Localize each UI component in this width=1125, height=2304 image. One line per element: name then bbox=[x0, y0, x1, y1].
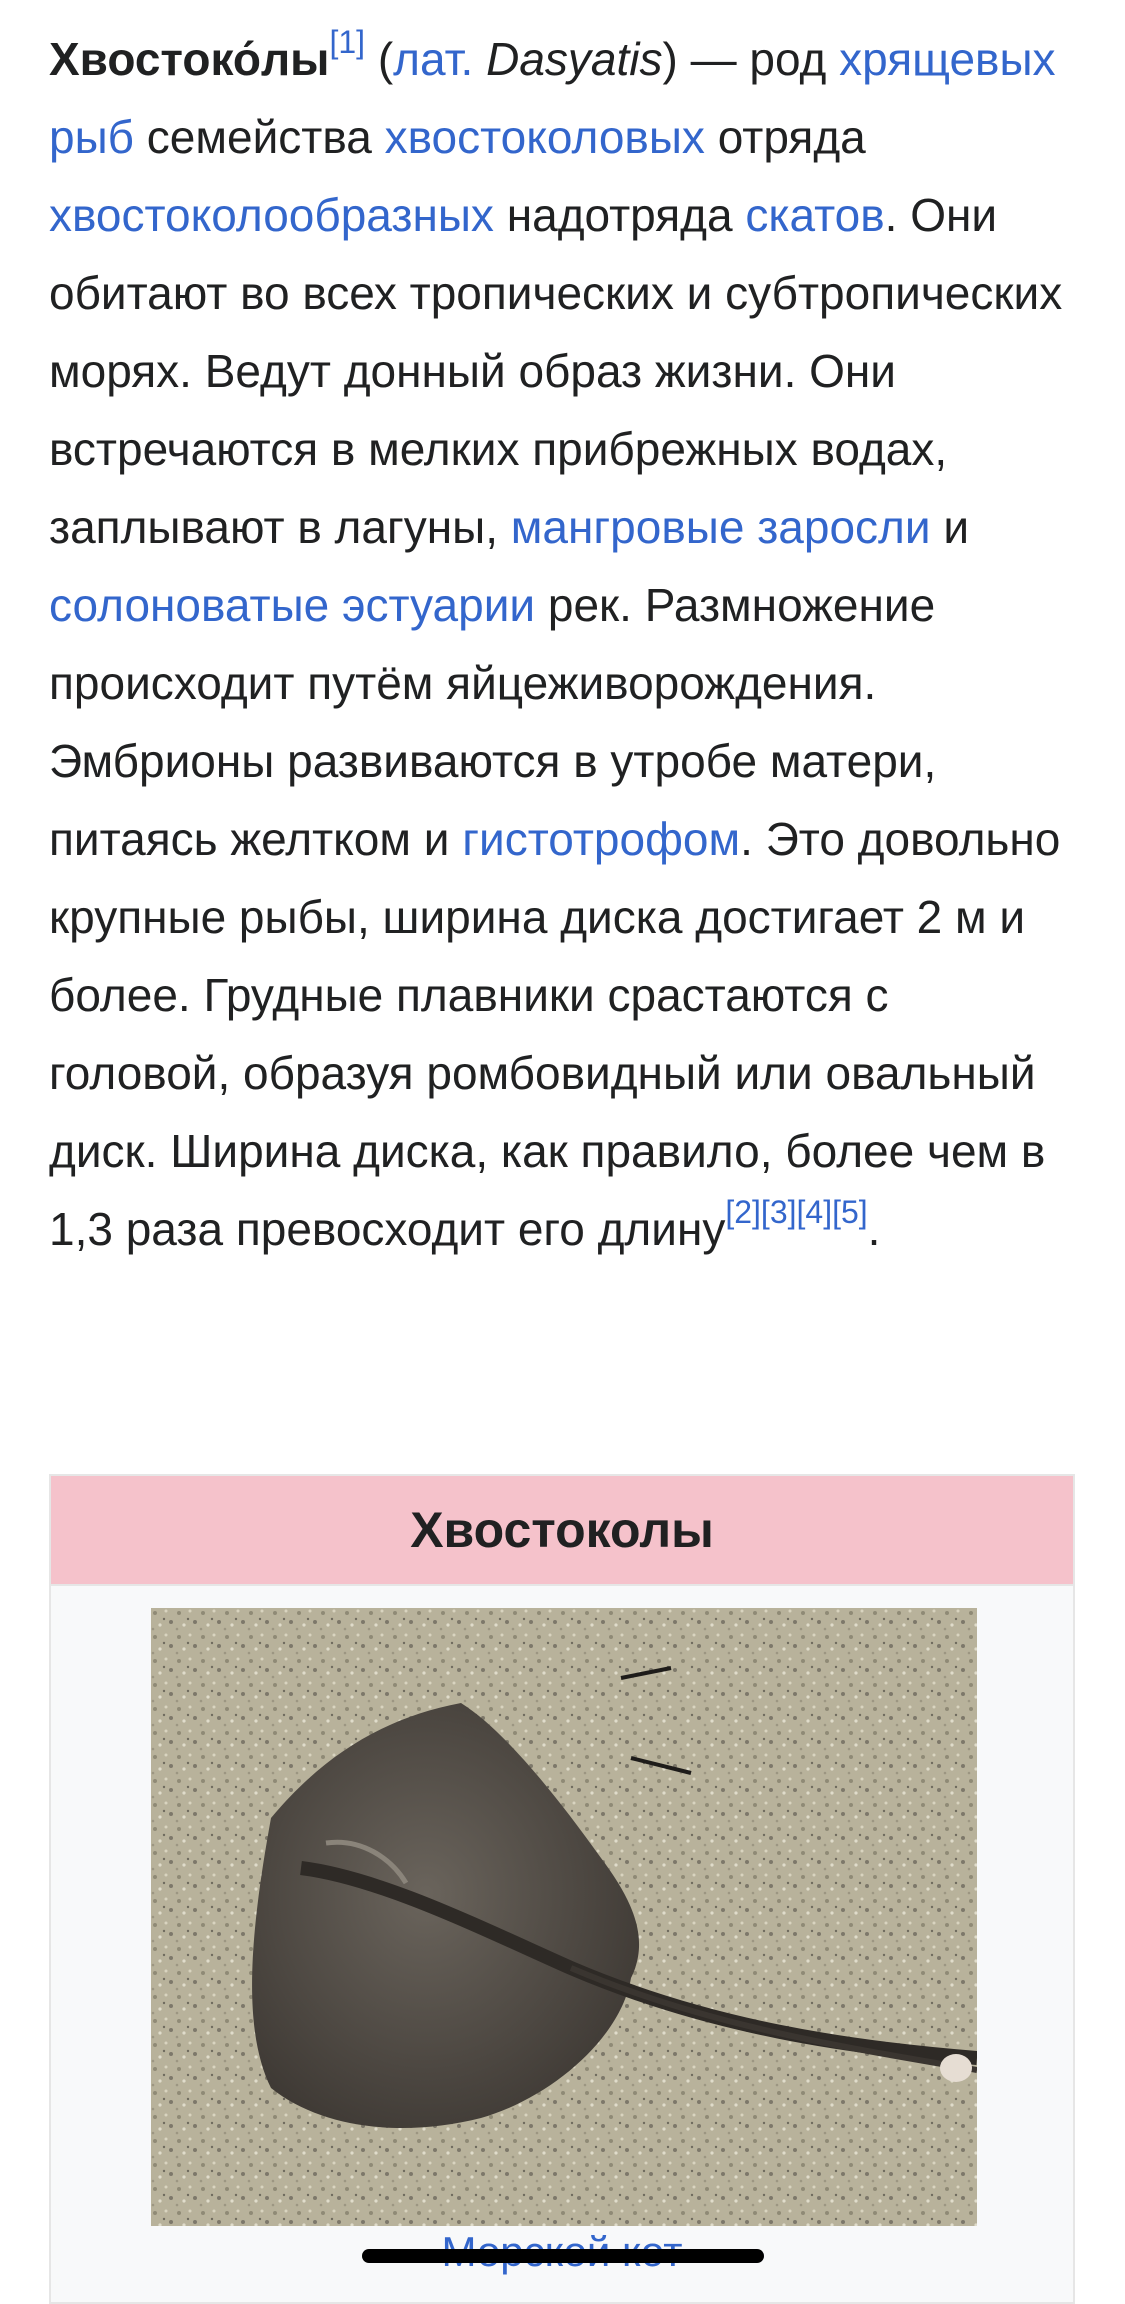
reference-5[interactable]: [5] bbox=[832, 1194, 868, 1230]
text-run: отряда bbox=[704, 111, 866, 163]
taxobox bbox=[49, 1474, 1075, 2304]
histotroph-link[interactable]: гистотрофом bbox=[462, 813, 741, 865]
text-run: ) — род bbox=[662, 33, 840, 85]
family-link[interactable]: хвостоколовых bbox=[384, 111, 705, 163]
text-run: и bbox=[930, 501, 970, 553]
text-run: рек. Размножение происходит путём яйцеживорождения. Эмбрионы развиваются в утробе матери, питаясь желтком и bbox=[49, 579, 937, 865]
text-run: семейства bbox=[134, 111, 385, 163]
reference-4[interactable]: [4] bbox=[796, 1194, 833, 1230]
text-run bbox=[473, 33, 486, 85]
reference-3[interactable]: [3] bbox=[760, 1194, 797, 1230]
stingray-image[interactable] bbox=[151, 1608, 977, 2226]
text-run: ( bbox=[365, 33, 394, 85]
text-run: надотряда bbox=[493, 189, 746, 241]
order-link[interactable]: хвостоколообразных bbox=[49, 189, 494, 241]
reference-2[interactable]: [2] bbox=[725, 1194, 761, 1230]
latin-name: Dasyatis bbox=[486, 33, 663, 85]
text-run: . Это довольно крупные рыбы, ширина диска достигает 2 м и более. Грудные плавники срастаются с головой, образуя ромбовидный или овальный диск. Ширина диска, как правило, более чем в 1,3 раза превосходит его длину bbox=[49, 813, 1061, 1255]
article-title-word: Хвостоко́лы bbox=[49, 33, 330, 85]
text-run: . bbox=[867, 1203, 881, 1255]
reference-1[interactable]: [1] bbox=[329, 24, 366, 60]
cartilaginous-fish-link[interactable]: хрящевых рыб bbox=[49, 33, 1056, 163]
taxobox-title: Хвостоколы bbox=[51, 1476, 1073, 1586]
estuaries-link[interactable]: солоноватые эстуарии bbox=[49, 579, 536, 631]
latin-abbrev-link[interactable]: лат. bbox=[393, 33, 474, 85]
stingray-photo bbox=[151, 1608, 977, 2226]
home-indicator[interactable] bbox=[362, 2249, 764, 2263]
lead-paragraph bbox=[49, 20, 1079, 1268]
article-lead bbox=[49, 20, 1079, 1268]
rays-link[interactable]: скатов bbox=[745, 189, 885, 241]
mangroves-link[interactable]: мангровые заросли bbox=[510, 501, 931, 553]
text-run: . Они обитают во всех тропических и субтропических морях. Ведут донный образ жизни. Они встречаются в мелких прибрежных водах, заплывают в лагуны, bbox=[49, 189, 1063, 553]
